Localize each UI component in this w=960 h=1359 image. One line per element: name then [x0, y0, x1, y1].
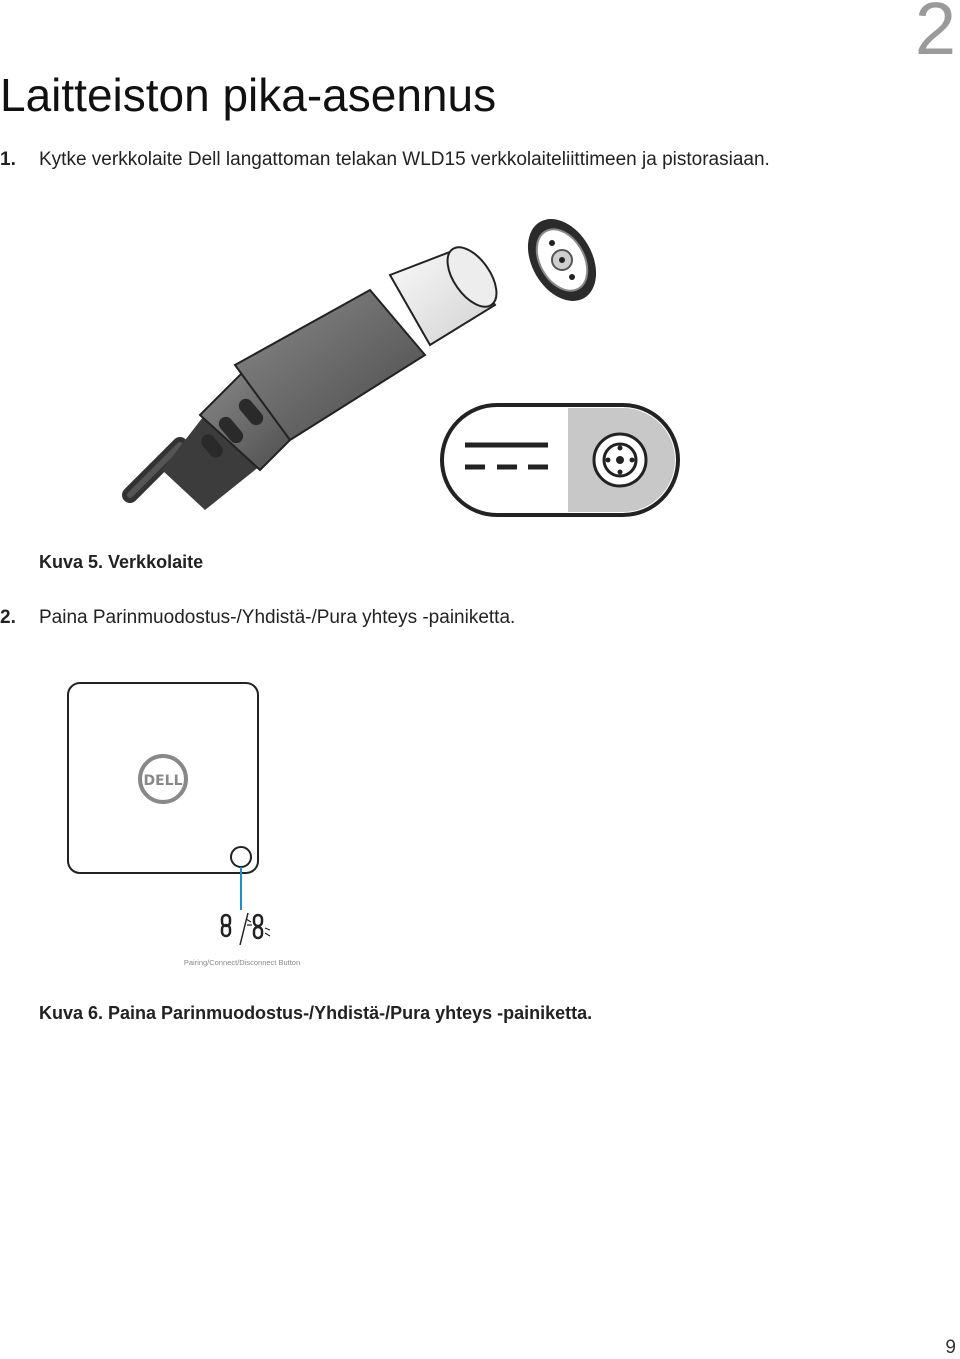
step-text: Kytke verkkolaite Dell langattoman telakan WLD15 verkkolaiteliittimeen ja pistorasiaan. [39, 149, 770, 170]
link-icon [222, 915, 230, 936]
figure-caption: Kuva 6. Paina Parinmuodostus-/Yhdistä-/Pura yhteys -painiketta. [39, 1003, 593, 1023]
dell-logo-icon [140, 756, 186, 802]
page-title: Laitteiston pika-asennus [0, 69, 497, 121]
dc-power-connector-icon [442, 405, 678, 515]
power-adapter-illustration [120, 205, 690, 525]
unlink-icon [246, 915, 270, 938]
step-1 [0, 145, 940, 175]
plug-tip-icon [390, 239, 506, 345]
pairing-button-label: Pairing/Connect/Disconnect Button [183, 958, 301, 967]
step-2 [0, 603, 940, 633]
step-number: 2. [0, 607, 16, 628]
pairing-button [231, 847, 251, 910]
step-number: 1. [0, 149, 16, 170]
page-number: 9 [945, 1337, 956, 1358]
chapter-number: 2 [914, 0, 956, 70]
svg-text:DELL: DELL [143, 773, 183, 789]
dock-illustration [60, 675, 330, 975]
plug-end-view-icon [514, 207, 610, 313]
step-text: Paina Parinmuodostus-/Yhdistä-/Pura yhteys -painiketta. [39, 607, 516, 628]
figure-caption: Kuva 5. Verkkolaite [39, 552, 204, 572]
